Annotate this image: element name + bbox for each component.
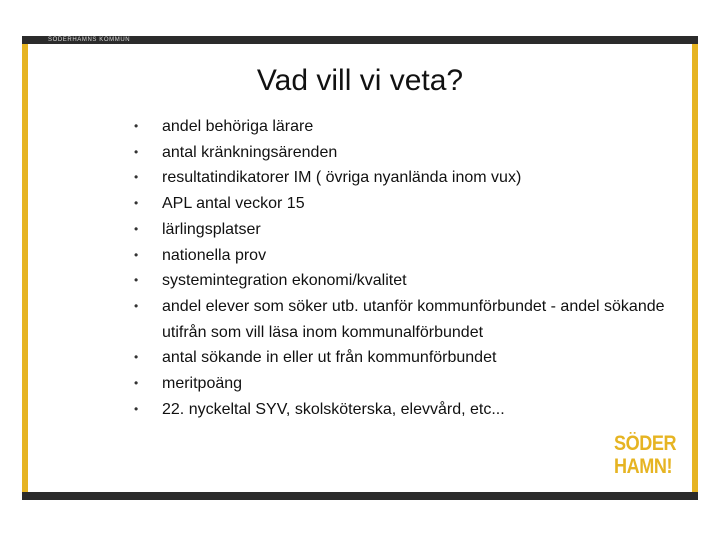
- bullet-dot: •: [134, 273, 139, 288]
- list-item: [128, 268, 678, 294]
- list-item: [128, 165, 678, 191]
- bullet-dot: •: [134, 221, 139, 236]
- list-item-text: systemintegration ekonomi/kvalitet: [162, 272, 407, 290]
- bullet-dot: •: [134, 119, 139, 133]
- list-item-text: APL antal veckor 15: [162, 195, 305, 213]
- bullet-dot: •: [134, 298, 139, 313]
- list-item: [128, 140, 678, 166]
- bullet-dot: •: [134, 144, 139, 159]
- bullet-dot: •: [134, 401, 139, 416]
- bullet-list: [128, 114, 678, 422]
- list-item-text: resultatindikatorer IM ( övriga nyanlända inom vux): [162, 169, 522, 187]
- bottom-bar: [22, 492, 698, 500]
- bullet-dot: •: [134, 247, 139, 262]
- list-item: [128, 243, 678, 269]
- list-item-text: andel elever som söker utb. utanför kommunförbundet - andel sökande utifrån som vill läsa inom kommunalförbundet: [162, 297, 665, 341]
- list-item-text: antal kränkningsärenden: [162, 143, 338, 161]
- list-item-text: nationella prov: [162, 246, 267, 264]
- logo-line-2: HAMN!: [614, 455, 673, 478]
- list-item: [128, 217, 678, 243]
- bullet-dot: •: [134, 170, 139, 185]
- slide-title: Vad vill vi veta?: [256, 64, 464, 97]
- list-item-text: lärlingsplatser: [162, 220, 261, 238]
- list-item: [128, 294, 678, 345]
- bullet-dot: •: [134, 350, 139, 365]
- list-item-text: meritpoäng: [162, 375, 243, 393]
- bullet-dot: •: [134, 196, 139, 211]
- list-item: [128, 345, 678, 371]
- frame-left-border: [22, 36, 28, 496]
- list-item: [128, 114, 678, 140]
- logo-line-1: SÖDER: [614, 432, 677, 455]
- list-item-text: 22. nyckeltal SYV, skolsköterska, elevvård, etc...: [162, 400, 505, 418]
- list-item-text: antal sökande in eller ut från kommunförbundet: [162, 349, 497, 367]
- list-item: [128, 397, 678, 423]
- org-label: SÖDERHAMNS KOMMUN: [48, 37, 131, 43]
- list-item: [128, 371, 678, 397]
- list-item: [128, 191, 678, 217]
- soderhamn-logo: [614, 432, 677, 484]
- list-item-text: andel behöriga lärare: [162, 118, 314, 135]
- bullet-dot: •: [134, 376, 139, 391]
- frame-right-border: [692, 36, 698, 496]
